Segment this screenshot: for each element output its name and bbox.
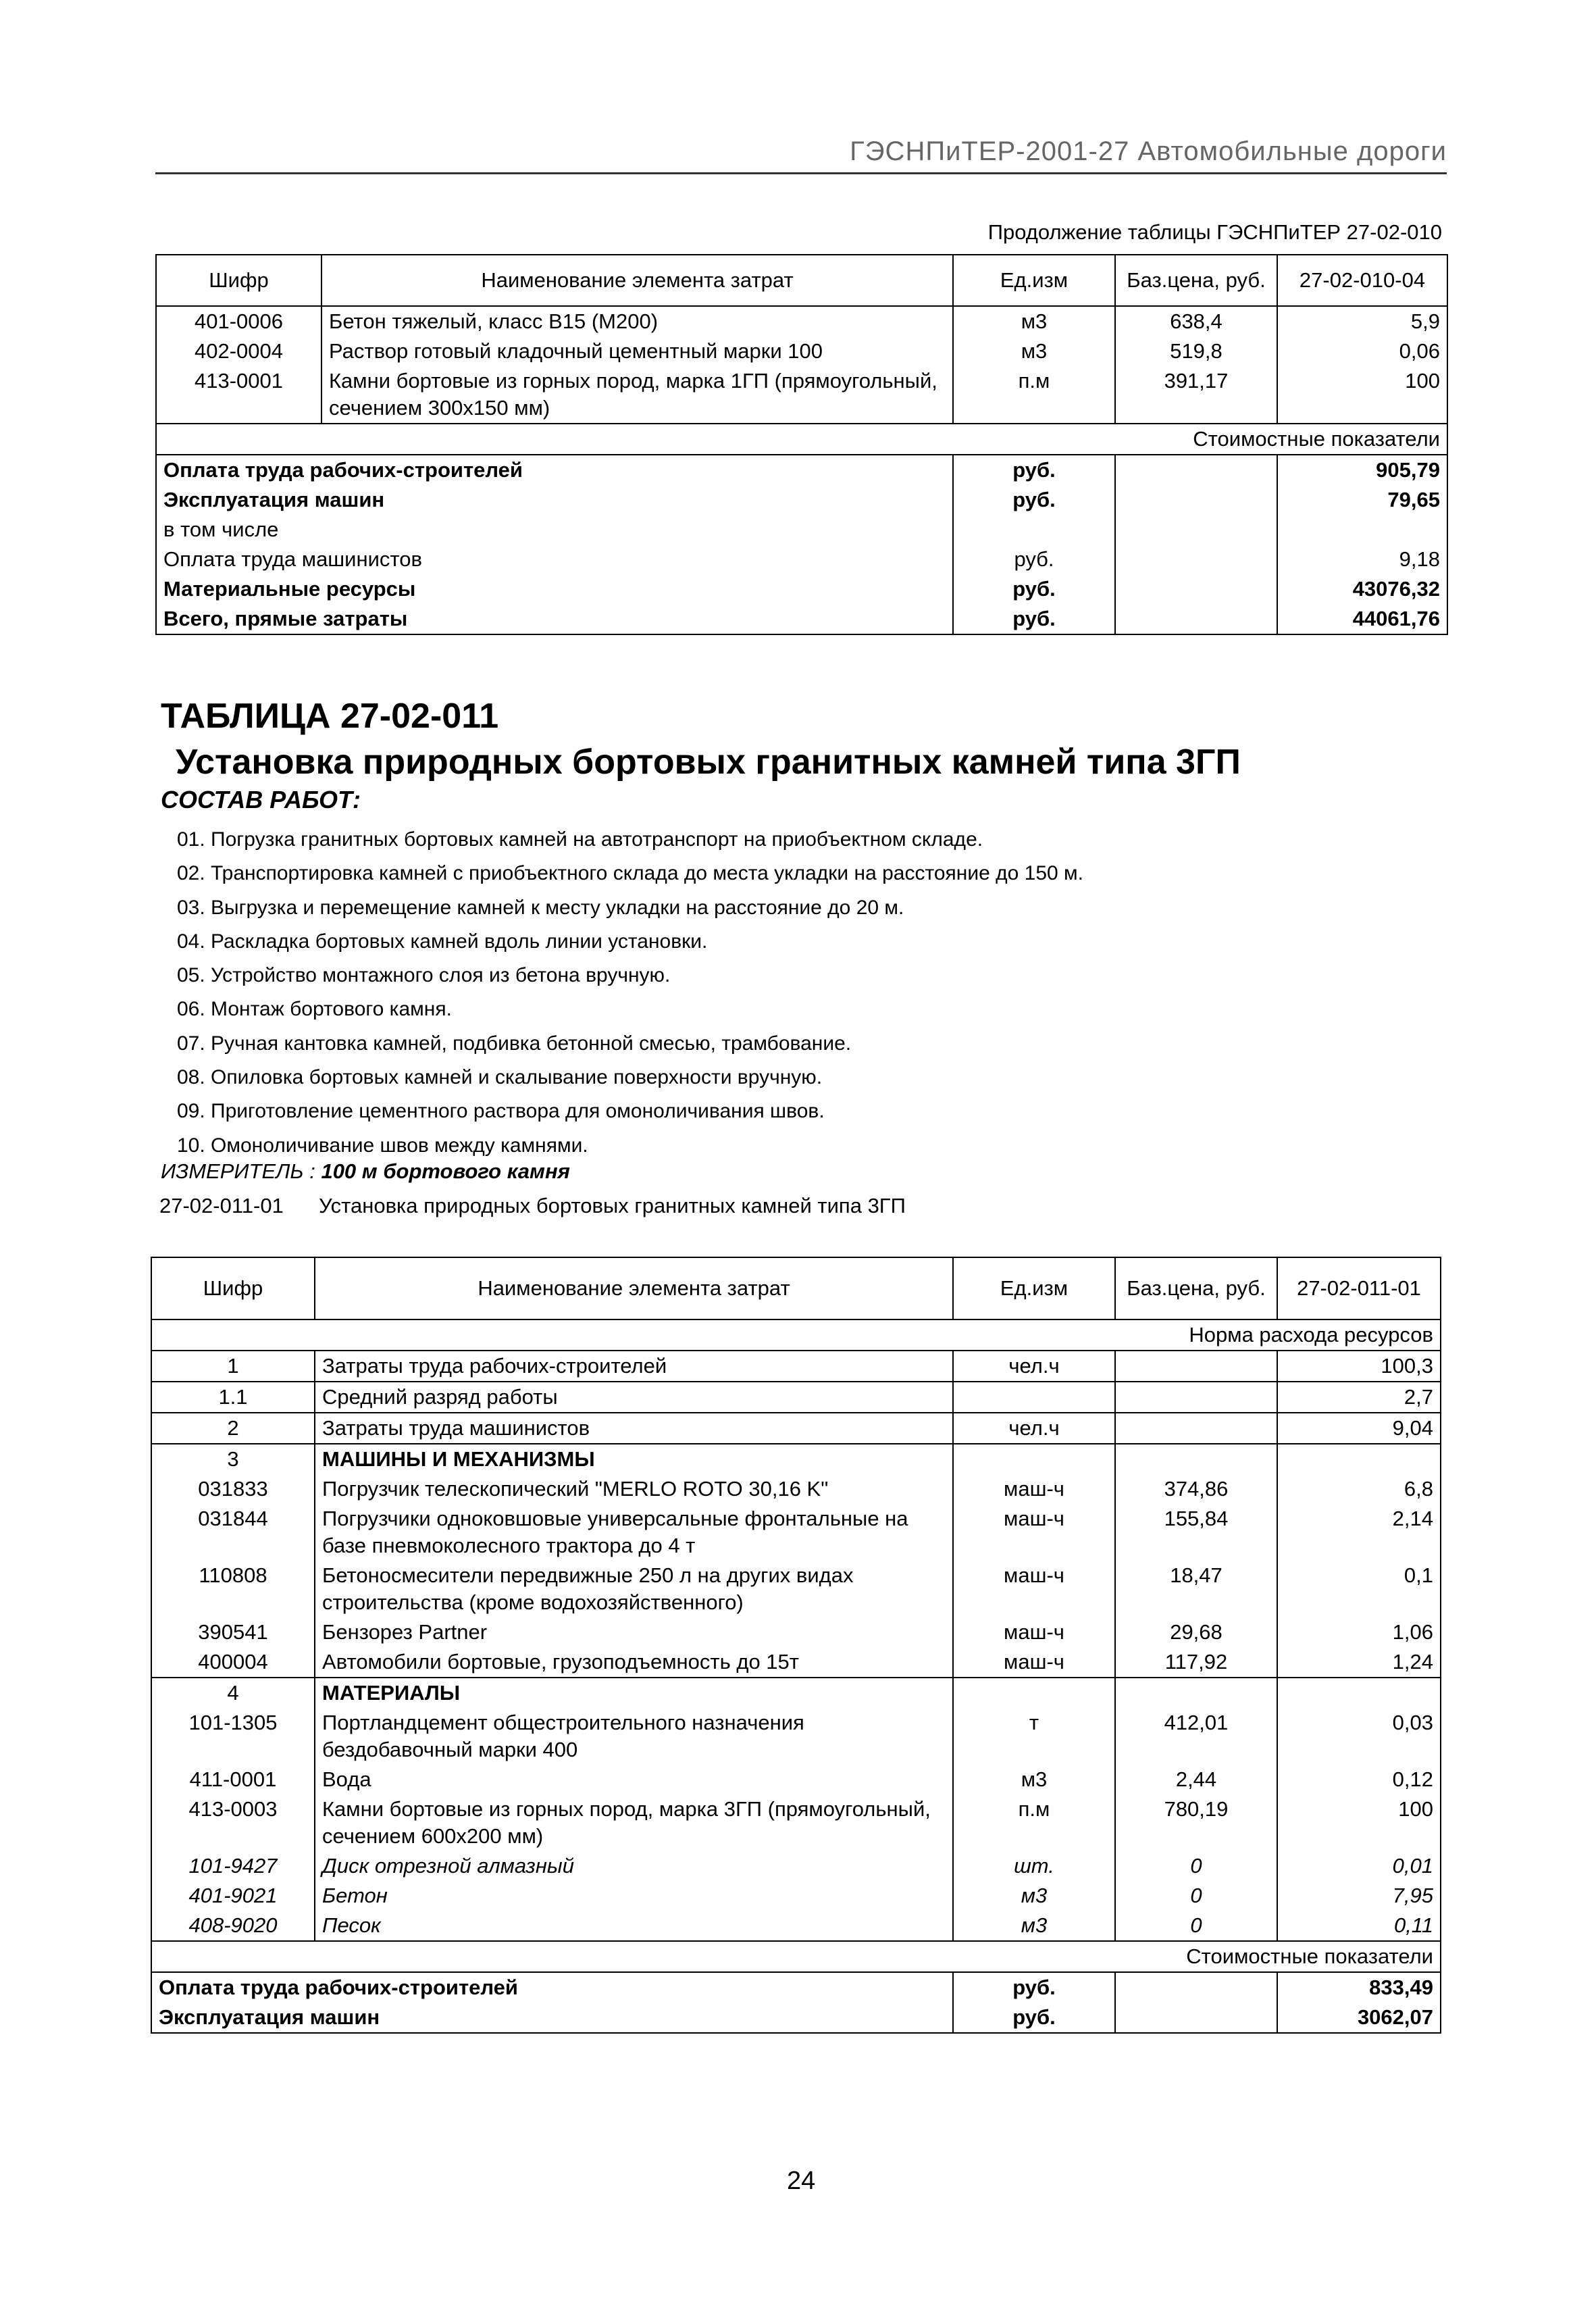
cell-unit [953,1382,1115,1413]
cell-name: Бензорез Partner [315,1617,953,1647]
cell-name: Автомобили бортовые, грузоподъемность до 15т [315,1647,953,1678]
measure-label: ИЗМЕРИТЕЛЬ : [161,1159,315,1183]
cell-value: 6,8 [1277,1474,1441,1504]
cost-price [1115,2003,1277,2033]
cost-row [156,604,1447,634]
cell-unit: м3 [953,336,1115,366]
cell-code: 101-9427 [151,1851,315,1881]
cost-price [1115,574,1277,604]
cell-name: Раствор готовый кладочный цементный марки 100 [321,336,953,366]
table-subtitle: Установка природных бортовых гранитных камней типа 3ГП [176,743,1241,782]
cost-name: Оплата труда машинистов [156,545,953,574]
table-row [151,1504,1441,1561]
list-item: 06. Монтаж бортового камня. [177,998,452,1021]
table2-header-row [151,1257,1441,1319]
table-row [151,1881,1441,1911]
table-row [151,1765,1441,1794]
table-row [151,1647,1441,1678]
list-item: 03. Выгрузка и перемещение камней к месту укладки на расстояние до 20 м. [177,896,904,919]
cell-name: Бетоносмесители передвижные 250 л на других видах строительства (кроме водохозяйственного) [315,1561,953,1617]
cell-unit: м3 [953,1881,1115,1911]
col-header-price: Баз.цена, руб. [1115,255,1277,306]
table-row [151,1561,1441,1617]
section-cost-label: Стоимостные показатели [151,1941,1441,1972]
cost-name: в том числе [156,515,953,545]
col-header-unit: Ед.изм [953,255,1115,306]
cost-value: 43076,32 [1277,574,1447,604]
cell-price: 0 [1115,1851,1277,1881]
cost-value: 3062,07 [1277,2003,1441,2033]
cell-value: 0,12 [1277,1765,1441,1794]
cost-value: 44061,76 [1277,604,1447,634]
cost-unit: руб. [953,574,1115,604]
cell-value: 1,24 [1277,1647,1441,1678]
list-item: 02. Транспортировка камней с приобъектного склада до места укладки на расстояние до 150 м. [177,862,1084,885]
cost-unit: руб. [953,2003,1115,2033]
table-row [156,306,1447,336]
table-row [156,366,1447,424]
table2-body [151,1351,1441,1941]
table1-header-row [156,255,1447,306]
cell-code: 400004 [151,1647,315,1678]
cell-unit [953,1678,1115,1708]
cost-unit: руб. [953,545,1115,574]
cost-value [1277,515,1447,545]
section-norm-label: Норма расхода ресурсов [151,1319,1441,1351]
cost-price [1115,545,1277,574]
cell-code: 101-1305 [151,1708,315,1765]
cell-code: 390541 [151,1617,315,1647]
cell-value [1277,1444,1441,1474]
col-header-name: Наименование элемента затрат [315,1257,953,1319]
cell-price [1115,1678,1277,1708]
col-header-price: Баз.цена, руб. [1115,1257,1277,1319]
cell-unit [953,1444,1115,1474]
list-item: 05. Устройство монтажного слоя из бетона вручную. [177,964,671,987]
cell-unit: чел.ч [953,1351,1115,1382]
cell-name: Песок [315,1911,953,1941]
cost-row [156,485,1447,515]
col-header-name: Наименование элемента затрат [321,255,953,306]
cell-code: 402-0004 [156,336,321,366]
cost-name: Эксплуатация машин [151,2003,953,2033]
cost-price [1115,485,1277,515]
cell-value: 2,7 [1277,1382,1441,1413]
list-item: 07. Ручная кантовка камней, подбивка бетонной смесью, трамбование. [177,1032,852,1055]
cell-price: 391,17 [1115,366,1277,424]
cost-price [1115,515,1277,545]
cell-code: 031833 [151,1474,315,1504]
running-header [155,130,1447,181]
table-row [151,1413,1441,1444]
cell-price: 155,84 [1115,1504,1277,1561]
cost-row [156,515,1447,545]
section-cost-label: Стоимостные показатели [156,424,1447,455]
cell-code: 401-0006 [156,306,321,336]
cell-unit: м3 [953,306,1115,336]
table-row [151,1708,1441,1765]
cell-name: Бетон тяжелый, класс В15 (М200) [321,306,953,336]
table-row [151,1351,1441,1382]
cell-value: 7,95 [1277,1881,1441,1911]
cell-value: 0,06 [1277,336,1447,366]
cell-name: Погрузчик телескопический "MERLO ROTO 30,16 K" [315,1474,953,1504]
norm-code-line [159,1194,906,1218]
header-rule [155,172,1447,174]
cell-price [1115,1444,1277,1474]
cost-price [1115,455,1277,485]
cell-value: 9,04 [1277,1413,1441,1444]
cell-price [1115,1382,1277,1413]
list-item: 08. Опиловка бортовых камней и скалывание поверхности вручную. [177,1066,823,1089]
cell-value: 5,9 [1277,306,1447,336]
cell-code: 3 [151,1444,315,1474]
cell-unit: маш-ч [953,1617,1115,1647]
cell-unit: маш-ч [953,1474,1115,1504]
cell-unit: м3 [953,1765,1115,1794]
cell-price: 18,47 [1115,1561,1277,1617]
cell-value: 100 [1277,366,1447,424]
cost-unit [953,515,1115,545]
list-item: 01. Погрузка гранитных бортовых камней на автотранспорт на приобъектном складе. [177,828,983,851]
cell-name: Камни бортовые из горных пород, марка 3ГП (прямоугольный, сечением 600х200 мм) [315,1794,953,1851]
cell-price: 780,19 [1115,1794,1277,1851]
cost-value: 9,18 [1277,545,1447,574]
cell-code: 031844 [151,1504,315,1561]
cost-value: 833,49 [1277,1972,1441,2003]
cell-unit: п.м [953,1794,1115,1851]
cell-price: 374,86 [1115,1474,1277,1504]
cost-name: Оплата труда рабочих-строителей [156,455,953,485]
list-item: 09. Приготовление цементного раствора для омоноличивания швов. [177,1100,825,1123]
measure-line [161,1159,570,1184]
list-item: 04. Раскладка бортовых камней вдоль линии установки. [177,930,708,953]
cost-unit: руб. [953,485,1115,515]
cost-row [156,455,1447,485]
cell-unit: шт. [953,1851,1115,1881]
cell-code: 4 [151,1678,315,1708]
cell-value: 0,03 [1277,1708,1441,1765]
cell-price: 0 [1115,1881,1277,1911]
cell-name: Вода [315,1765,953,1794]
cell-price: 0 [1115,1911,1277,1941]
table-row [151,1794,1441,1851]
cost-value: 79,65 [1277,485,1447,515]
cell-unit: т [953,1708,1115,1765]
norm-code: 27-02-011-01 [159,1194,284,1217]
running-header-title: ГЭСНПиТЕР-2001-27 Автомобильные дороги [850,136,1447,166]
section-row [151,1941,1441,1972]
cost-row [151,1972,1441,2003]
cost-name: Всего, прямые затраты [156,604,953,634]
cost-price [1115,604,1277,634]
cell-name: МАТЕРИАЛЫ [315,1678,953,1708]
cell-unit: п.м [953,366,1115,424]
cell-code: 413-0003 [151,1794,315,1851]
table-row [156,336,1447,366]
cost-name: Эксплуатация машин [156,485,953,515]
cell-name: Затраты труда рабочих-строителей [315,1351,953,1382]
cell-code: 2 [151,1413,315,1444]
col-header-code: Шифр [151,1257,315,1319]
cell-name: Диск отрезной алмазный [315,1851,953,1881]
cell-value [1277,1678,1441,1708]
cost-row [151,2003,1441,2033]
cost-name: Материальные ресурсы [156,574,953,604]
list-item: 10. Омоноличивание швов между камнями. [177,1134,588,1157]
table-27-02-011 [151,1257,1441,2034]
cost-unit: руб. [953,455,1115,485]
cell-value: 1,06 [1277,1617,1441,1647]
cell-name: Камни бортовые из горных пород, марка 1ГП (прямоугольный, сечением 300х150 мм) [321,366,953,424]
table-row [151,1911,1441,1941]
cell-code: 413-0001 [156,366,321,424]
group-row [151,1444,1441,1474]
works-heading: СОСТАВ РАБОТ: [161,786,361,813]
cell-price: 29,68 [1115,1617,1277,1647]
cell-name: Средний разряд работы [315,1382,953,1413]
cell-code: 1 [151,1351,315,1382]
table-row [151,1617,1441,1647]
group-row [151,1678,1441,1708]
cost-unit: руб. [953,604,1115,634]
cost-row [156,574,1447,604]
cell-price: 412,01 [1115,1708,1277,1765]
cell-price: 117,92 [1115,1647,1277,1678]
cost-value: 905,79 [1277,455,1447,485]
cell-name: МАШИНЫ И МЕХАНИЗМЫ [315,1444,953,1474]
table-row [151,1474,1441,1504]
cell-unit: чел.ч [953,1413,1115,1444]
page-number: 24 [787,2167,816,2195]
cost-row [156,545,1447,574]
cell-value: 0,1 [1277,1561,1441,1617]
cell-value: 0,01 [1277,1851,1441,1881]
cell-code: 110808 [151,1561,315,1617]
cell-name: Затраты труда машинистов [315,1413,953,1444]
cell-price [1115,1351,1277,1382]
cell-value: 100,3 [1277,1351,1441,1382]
table-27-02-010-continued [155,254,1448,635]
cell-code: 1.1 [151,1382,315,1413]
norm-code-description: Установка природных бортовых гранитных камней типа 3ГП [319,1194,906,1217]
col-header-norm: 27-02-010-04 [1277,255,1447,306]
table-row [151,1382,1441,1413]
cost-price [1115,1972,1277,2003]
cell-name: Погрузчики одноковшовые универсальные фронтальные на базе пневмоколесного трактора до 4 т [315,1504,953,1561]
cost-name: Оплата труда рабочих-строителей [151,1972,953,2003]
cell-name: Бетон [315,1881,953,1911]
cell-code: 408-9020 [151,1911,315,1941]
cell-code: 411-0001 [151,1765,315,1794]
cell-price: 2,44 [1115,1765,1277,1794]
cell-code: 401-9021 [151,1881,315,1911]
cell-value: 100 [1277,1794,1441,1851]
cell-value: 2,14 [1277,1504,1441,1561]
cell-unit: маш-ч [953,1647,1115,1678]
col-header-code: Шифр [156,255,321,306]
table-row [151,1851,1441,1881]
table1-caption: Продолжение таблицы ГЭСНПиТЕР 27-02-010 [987,220,1442,244]
section-row [151,1319,1441,1351]
table-title: ТАБЛИЦА 27-02-011 [161,697,499,736]
measure-value: 100 м бортового камня [321,1159,570,1183]
col-header-norm: 27-02-011-01 [1277,1257,1441,1319]
cell-unit: маш-ч [953,1561,1115,1617]
cell-price: 638,4 [1115,306,1277,336]
cell-unit: м3 [953,1911,1115,1941]
cell-unit: маш-ч [953,1504,1115,1561]
cell-price [1115,1413,1277,1444]
col-header-unit: Ед.изм [953,1257,1115,1319]
cell-price: 519,8 [1115,336,1277,366]
section-row [156,424,1447,455]
works-list [177,823,1083,1163]
cell-value: 0,11 [1277,1911,1441,1941]
cell-name: Портландцемент общестроительного назначения бездобавочный марки 400 [315,1708,953,1765]
cost-unit: руб. [953,1972,1115,2003]
